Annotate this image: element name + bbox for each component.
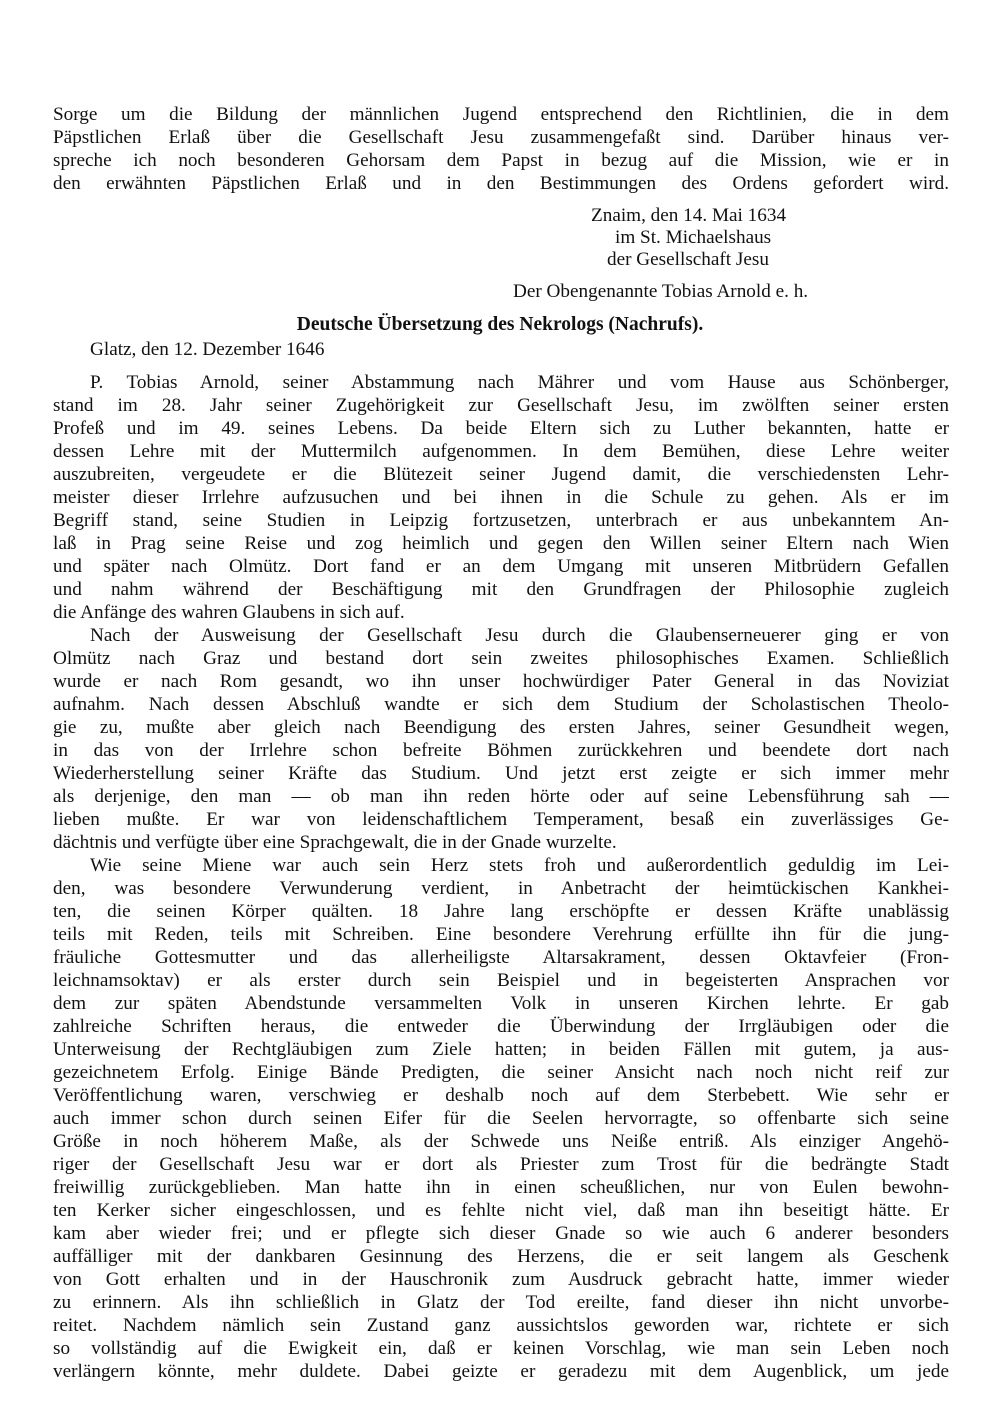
- paragraph-line: auszubreiten, vergeudete er die Blütezeit seiner Jugend damit, die verschiedensten Lehr-: [53, 464, 949, 485]
- intro-line: Sorge um die Bildung der männlichen Jugend entsprechend den Richtlinien, die in dem: [53, 104, 949, 125]
- paragraph-line: freiwillig zurückgeblieben. Man hatte ihn in einen scheußlichen, nur von Eulen bewohn-: [53, 1177, 949, 1198]
- paragraph-line: und nahm während der Beschäftigung mit den Grundfragen der Philosophie zugleich: [53, 579, 949, 600]
- paragraph-line: gezeichnetem Erfolg. Einige Bände Predigten, die seiner Ansicht nach noch nicht reif zur: [53, 1062, 949, 1083]
- paragraph-line: Wie seine Miene war auch sein Herz stets froh und außerordentlich geduldig im Lei-: [90, 855, 949, 876]
- paragraph-line: stand im 28. Jahr seiner Zugehörigkeit zur Gesellschaft Jesu, im zwölften seiner ersten: [53, 395, 949, 416]
- paragraph-line: den, was besondere Verwunderung verdient, in Anbetracht der heimtückischen Kankhei-: [53, 878, 949, 899]
- paragraph-line: aufnahm. Nach dessen Abschluß wandte er sich dem Studium der Scholastischen Theolo-: [53, 694, 949, 715]
- intro-line: den erwähnten Päpstlichen Erlaß und in den Bestimmungen des Ordens gefordert wird.: [53, 173, 949, 194]
- paragraph-line: Begriff stand, seine Studien in Leipzig fortzusetzen, unterbrach er aus unbekanntem An-: [53, 510, 949, 531]
- paragraph-line: P. Tobias Arnold, seiner Abstammung nach Mährer und vom Hause aus Schönberger,: [90, 372, 949, 393]
- paragraph-line: wurde er nach Rom gesandt, wo ihn unser hochwürdiger Pater General in das Noviziat: [53, 671, 949, 692]
- paragraph-line: Olmütz nach Graz und bestand dort sein zweites philosophisches Examen. Schließlich: [53, 648, 949, 669]
- paragraph-line: und später nach Olmütz. Dort fand er an dem Umgang mit unseren Mitbrüdern Gefallen: [53, 556, 949, 577]
- intro-line: spreche ich noch besonderen Gehorsam dem Papst in bezug auf die Mission, wie er in: [53, 150, 949, 171]
- paragraph-line: teils mit Reden, teils mit Schreiben. Eine besondere Verehrung erfüllte ihn für die jung-: [53, 924, 949, 945]
- paragraph-line: gie zu, mußte aber gleich nach Beendigung des ersten Jahres, seiner Gesundheit wegen,: [53, 717, 949, 738]
- paragraph-line: dessen Lehre mit der Muttermilch aufgenommen. In dem Bemühen, diese Lehre weiter: [53, 441, 949, 462]
- paragraph-line: dem zur späten Abendstunde versammelten Volk in unseren Kirchen lehrte. Er gab: [53, 993, 949, 1014]
- paragraph-line: ten, die seinen Körper quälten. 18 Jahre lang erschöpfte er dessen Kräfte unablässig: [53, 901, 949, 922]
- paragraph-line: laß in Prag seine Reise und zog heimlich und gegen den Willen seiner Eltern nach Wien: [53, 533, 949, 554]
- dateline-house: im St. Michaelshaus: [615, 227, 772, 248]
- nekrolog-place-date: Glatz, den 12. Dezember 1646: [90, 339, 325, 360]
- paragraph-line: auch immer schon durch seinen Eifer für die Seelen hervorragte, so offenbarte sich seine: [53, 1108, 949, 1129]
- paragraph-line: Unterweisung der Rechtgläubigen zum Ziele hatten; in beiden Fällen mit gutem, ja aus-: [53, 1039, 949, 1060]
- dateline-society: der Gesellschaft Jesu: [607, 249, 769, 270]
- paragraph-line: in das von der Irrlehre schon befreite Böhmen zurückkehren und beendete dort nach: [53, 740, 949, 761]
- paragraph-line: zu erinnern. Als ihn schließlich in Glatz der Tod ereilte, fand dieser ihn nicht unvorbe-: [53, 1292, 949, 1313]
- paragraph-line: zahlreiche Schriften heraus, die entweder die Überwindung der Irrgläubigen oder die: [53, 1016, 949, 1037]
- signature-line: Der Obengenannte Tobias Arnold e. h.: [513, 281, 809, 302]
- paragraph-line: riger der Gesellschaft Jesu war er dort als Priester zum Trost für die bedrängte Stadt: [53, 1154, 949, 1175]
- paragraph-line: Profeß und im 49. seines Lebens. Da beide Eltern sich zu Luther bekannten, hatte er: [53, 418, 949, 439]
- paragraph-line: verlängern könnte, mehr duldete. Dabei geizte er geradezu mit dem Augenblick, um jede: [53, 1361, 949, 1382]
- paragraph-line: als derjenige, den man — ob man ihn reden hörte oder auf seine Lebensführung sah —: [53, 786, 949, 807]
- paragraph-line: ten Kerker sicher eingeschlossen, und es fehlte nicht viel, daß man ihn beseitigt hätte. Er: [53, 1200, 949, 1221]
- paragraph-line: fräuliche Gottesmutter und das allerheiligste Altarsakrament, dessen Oktavfeier (Fron-: [53, 947, 949, 968]
- intro-line: Päpstlichen Erlaß über die Gesellschaft Jesu zusammengefaßt sind. Darüber hinaus ver-: [53, 127, 949, 148]
- paragraph-line: reitet. Nachdem nämlich sein Zustand ganz aussichtslos geworden war, richtete er sich: [53, 1315, 949, 1336]
- dateline-place-date: Znaim, den 14. Mai 1634: [591, 205, 787, 226]
- paragraph-line: Wiederherstellung seiner Kräfte das Studium. Und jetzt erst zeigte er sich immer mehr: [53, 763, 949, 784]
- paragraph-line: Veröffentlichung waren, verschwieg er deshalb noch auf dem Sterbebett. Wie sehr er: [53, 1085, 949, 1106]
- paragraph-line: kam aber wieder frei; und er pflegte sich dieser Gnade so wie auch 6 anderer besonders: [53, 1223, 949, 1244]
- section-heading: Deutsche Übersetzung des Nekrologs (Nachrufs).: [296, 314, 704, 335]
- paragraph-line: auffälliger mit der dankbaren Gesinnung des Herzens, die er seit langem als Geschenk: [53, 1246, 949, 1267]
- paragraph-line: Größe in noch höherem Maße, als der Schwede uns Neiße entriß. Als einziger Angehö-: [53, 1131, 949, 1152]
- paragraph-line: dächtnis und verfügte über eine Sprachgewalt, die in der Gnade wurzelte.: [53, 832, 617, 853]
- paragraph-line: so vollständig auf die Ewigkeit ein, daß er keinen Vorschlag, wie man sein Leben noch: [53, 1338, 949, 1359]
- paragraph-line: von Gott erhalten und in der Hauschronik zum Ausdruck gebracht hatte, immer wieder: [53, 1269, 949, 1290]
- paragraph-line: meister dieser Irrlehre aufzusuchen und bei ihnen in die Schule zu gehen. Als er im: [53, 487, 949, 508]
- paragraph-line: die Anfänge des wahren Glaubens in sich auf.: [53, 602, 405, 623]
- paragraph-line: leichnamsoktav) er als erster durch sein Beispiel und in begeisterten Ansprachen vor: [53, 970, 949, 991]
- paragraph-line: lieben mußte. Er war von leidenschaftlichem Temperament, besaß ein zuverlässiges Ge-: [53, 809, 949, 830]
- paragraph-line: Nach der Ausweisung der Gesellschaft Jesu durch die Glaubenserneuerer ging er von: [90, 625, 949, 646]
